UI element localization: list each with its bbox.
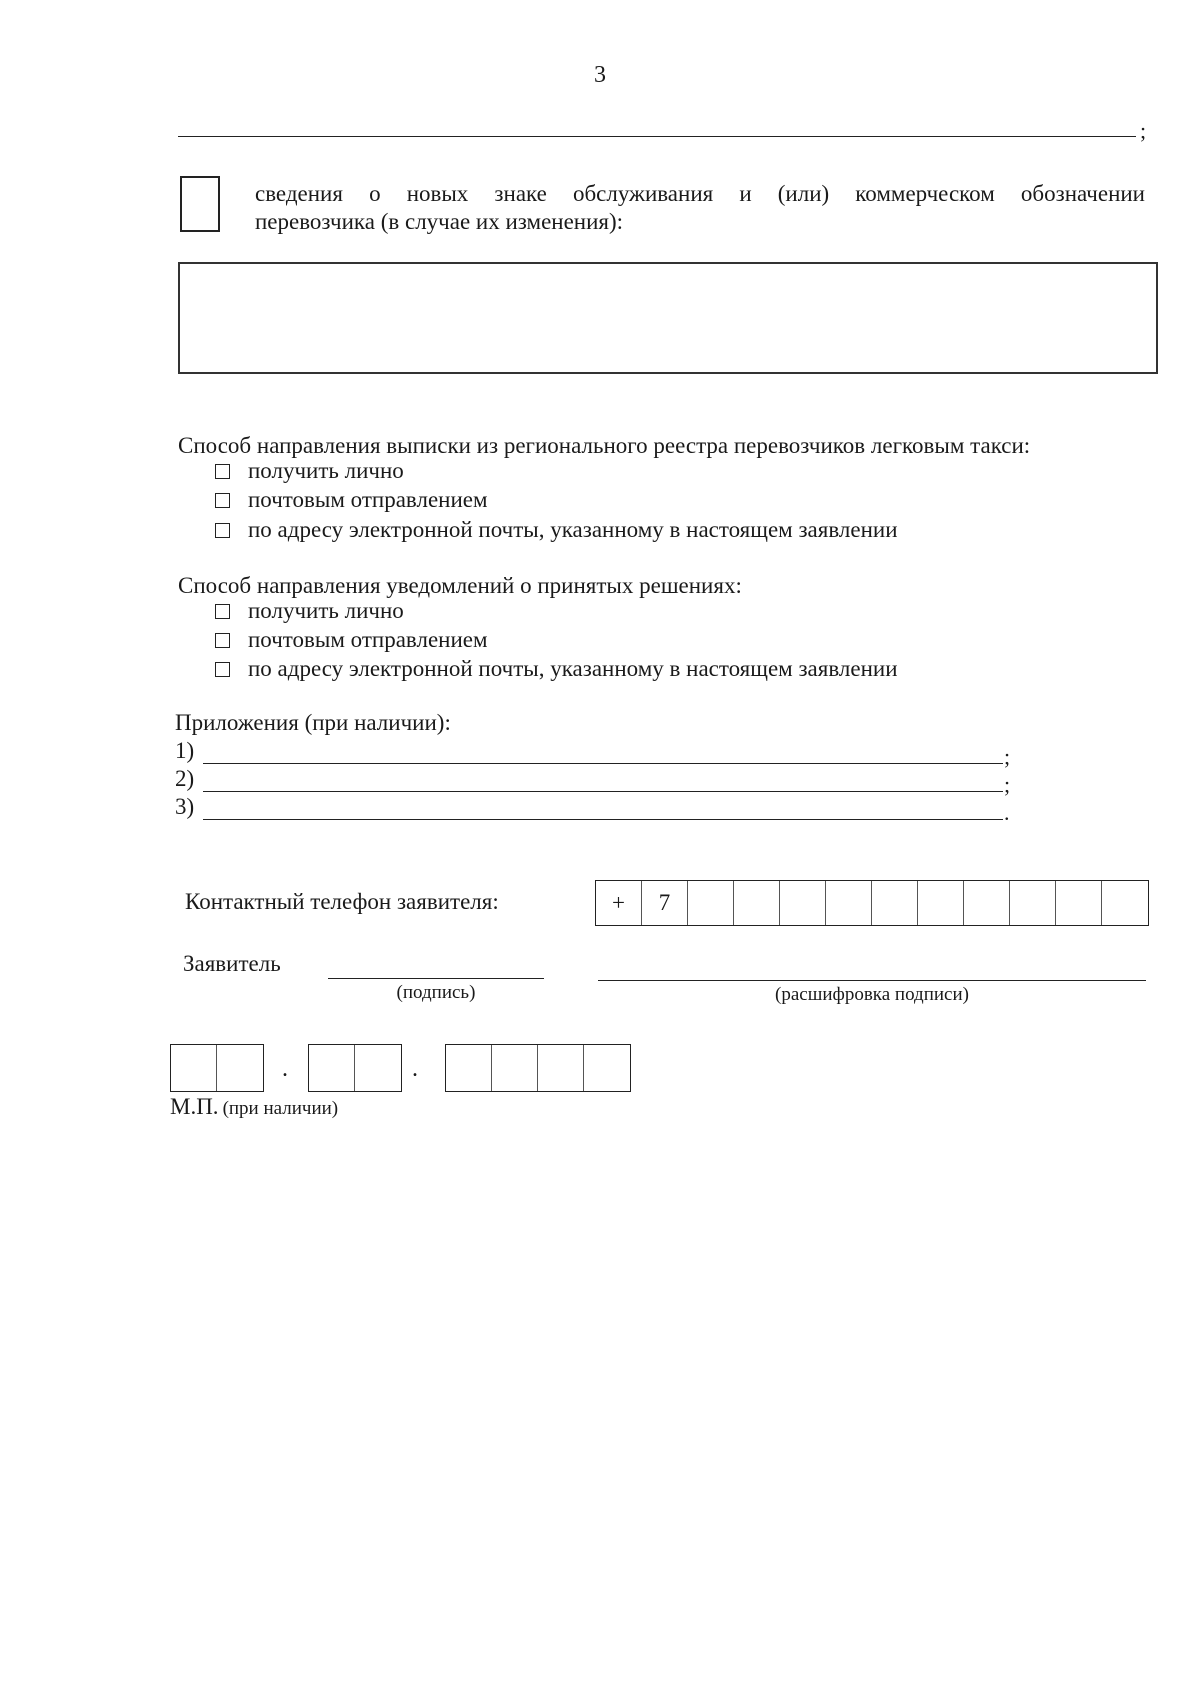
attachment-3-number: 3) [175, 794, 195, 819]
notification-option-mail-label: почтовым отправлением [248, 627, 488, 652]
extract-option-in-person-label: получить лично [248, 458, 404, 483]
continuation-line-end: ; [1140, 118, 1147, 143]
date-separator-2: . [412, 1056, 418, 1082]
extract-option-in-person-checkbox[interactable] [215, 464, 230, 479]
notification-option-email[interactable] [215, 655, 898, 683]
phone-cell-1: + [596, 881, 642, 925]
extract-delivery-heading: Способ направления выписки из регионального реестра перевозчиков легковым такси: [178, 433, 1031, 458]
notification-option-in-person-checkbox[interactable] [215, 604, 230, 619]
extract-option-in-person[interactable] [215, 457, 404, 485]
attachments-heading: Приложения (при наличии): [175, 710, 451, 735]
extract-option-mail-label: почтовым отправлением [248, 487, 488, 512]
phone-cell-7[interactable] [872, 881, 918, 925]
stamp-label-note: (при наличии) [222, 1098, 339, 1119]
date-separator-1: . [282, 1056, 288, 1082]
extract-option-email-label: по адресу электронной почты, указанному в настоящем заявлении [248, 517, 898, 542]
date-year-cell-3[interactable] [538, 1045, 584, 1091]
notification-delivery-heading: Способ направления уведомлений о принятых решениях: [178, 573, 742, 598]
date-month-boxes[interactable] [308, 1044, 402, 1092]
trademark-change-caption [255, 180, 1145, 236]
signature-line[interactable] [328, 978, 544, 979]
trademark-caption-line2: перевозчика (в случае их изменения): [255, 209, 624, 234]
attachment-2-number: 2) [175, 766, 195, 791]
stamp-label [170, 1094, 338, 1120]
phone-cell-5[interactable] [780, 881, 826, 925]
extract-option-mail[interactable] [215, 486, 488, 514]
attachment-3-line[interactable] [203, 819, 1003, 820]
trademark-info-box[interactable] [178, 262, 1158, 374]
notification-option-mail[interactable] [215, 626, 488, 654]
phone-cell-12[interactable] [1102, 881, 1148, 925]
signature-decoding-caption: (расшифровка подписи) [775, 984, 969, 1005]
notification-option-in-person-label: получить лично [248, 598, 404, 623]
notification-option-email-checkbox[interactable] [215, 662, 230, 677]
attachment-3-end: . [1004, 800, 1010, 825]
date-day-cell-1[interactable] [171, 1045, 217, 1091]
date-day-boxes[interactable] [170, 1044, 264, 1092]
phone-cell-4[interactable] [734, 881, 780, 925]
trademark-caption-line1: сведения о новых знаке обслуживания и (или) коммерческом обозначении [255, 181, 1145, 206]
phone-cell-6[interactable] [826, 881, 872, 925]
signature-decoding-line[interactable] [598, 980, 1146, 981]
attachment-1-line[interactable] [203, 763, 1003, 764]
date-day-cell-2[interactable] [217, 1045, 263, 1091]
date-month-cell-1[interactable] [309, 1045, 355, 1091]
extract-option-email[interactable] [215, 516, 898, 544]
phone-label: Контактный телефон заявителя: [185, 889, 499, 914]
phone-cell-10[interactable] [1010, 881, 1056, 925]
date-year-cell-2[interactable] [492, 1045, 538, 1091]
page-number: 3 [594, 62, 606, 88]
attachment-1-number: 1) [175, 738, 195, 763]
attachment-1-end: ; [1004, 744, 1011, 769]
phone-cell-3[interactable] [688, 881, 734, 925]
phone-cell-2: 7 [642, 881, 688, 925]
continuation-line [178, 136, 1136, 137]
phone-input-grid[interactable] [595, 880, 1149, 926]
extract-option-mail-checkbox[interactable] [215, 493, 230, 508]
attachment-2-line[interactable] [203, 791, 1003, 792]
trademark-change-checkbox[interactable] [180, 176, 220, 232]
applicant-label: Заявитель [183, 951, 281, 976]
notification-option-mail-checkbox[interactable] [215, 633, 230, 648]
date-year-cell-4[interactable] [584, 1045, 630, 1091]
notification-option-in-person[interactable] [215, 597, 404, 625]
signature-caption: (подпись) [396, 982, 476, 1003]
date-month-cell-2[interactable] [355, 1045, 401, 1091]
date-year-boxes[interactable] [445, 1044, 631, 1092]
date-year-cell-1[interactable] [446, 1045, 492, 1091]
phone-cell-11[interactable] [1056, 881, 1102, 925]
attachment-2-end: ; [1004, 772, 1011, 797]
phone-cell-9[interactable] [964, 881, 1010, 925]
extract-option-email-checkbox[interactable] [215, 523, 230, 538]
stamp-label-main: М.П. [170, 1094, 219, 1119]
phone-cell-8[interactable] [918, 881, 964, 925]
notification-option-email-label: по адресу электронной почты, указанному в настоящем заявлении [248, 656, 898, 681]
